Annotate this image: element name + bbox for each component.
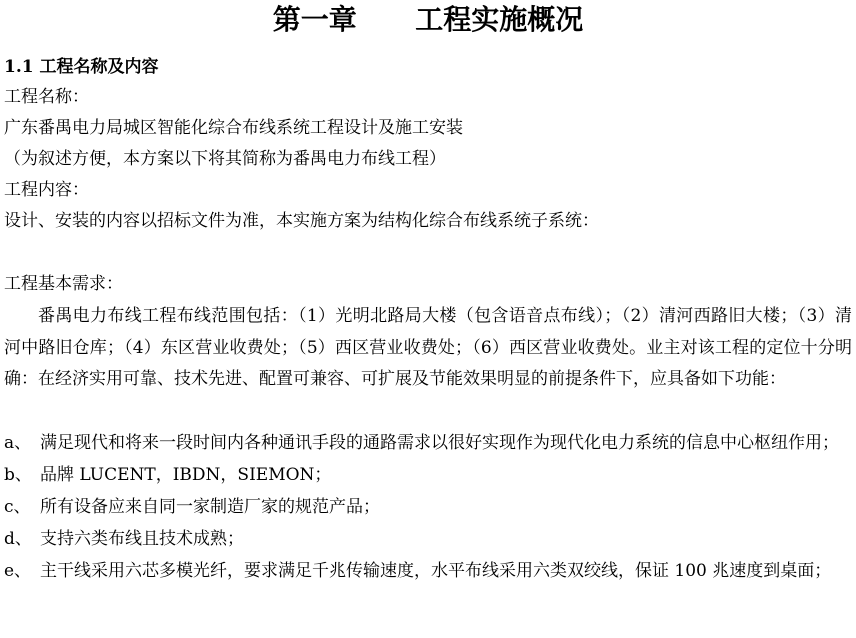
chapter-title: 第一章 工程实施概况 — [272, 3, 584, 36]
project-name-value: 广东番禺电力局城区智能化综合布线系统工程设计及施工安装 — [4, 118, 463, 138]
project-name-label: 工程名称： — [4, 87, 89, 107]
requirement-marker: b、 — [4, 465, 32, 485]
requirement-text: 主干线采用六芯多模光纤，要求满足千兆传输速度，水平布线采用六类双绞线，保证 100 兆速度到桌面； — [40, 561, 832, 581]
requirement-text: 品牌 LUCENT，IBDN，SIEMON； — [40, 465, 332, 485]
requirement-text: 满足现代和将来一段时间内各种通讯手段的通路需求以很好实现作为现代化电力系统的信息中心枢纽作用； — [40, 433, 839, 453]
requirement-marker: e、 — [4, 561, 32, 581]
requirement-item-d — [4, 524, 852, 554]
requirements-paragraph: 番禺电力布线工程布线范围包括：（1）光明北路局大楼（包含语音点布线）；（2）清河西路旧大楼；（3）清河中路旧仓库；（4）东区营业收费处；（5）西区营业收费处；（6）西区营业收费处。业主对该工程的定位十分明确：在经济实用可靠、技术先进、配置可兼容、可扩展及节能效果明显的前提条件下，应具备如下功能： — [4, 306, 852, 389]
section-heading: 1.1 工程名称及内容 — [4, 57, 159, 77]
requirement-marker: d、 — [4, 529, 32, 549]
requirement-item-c — [4, 492, 852, 522]
requirement-text: 所有设备应来自同一家制造厂家的规范产品； — [40, 497, 380, 517]
project-name-note: （为叙述方便，本方案以下将其简称为番禺电力布线工程） — [4, 149, 446, 169]
requirement-item-a — [4, 428, 852, 458]
requirements-label: 工程基本需求： — [4, 274, 123, 294]
project-content-value: 设计、安装的内容以招标文件为准，本实施方案为结构化综合布线系统子系统： — [4, 211, 599, 231]
requirement-item-e — [4, 556, 852, 586]
project-content-label: 工程内容： — [4, 180, 89, 200]
requirement-marker: c、 — [4, 497, 31, 517]
requirement-text: 支持六类布线且技术成熟； — [40, 529, 244, 549]
requirement-marker: a、 — [4, 433, 32, 453]
requirement-item-b — [4, 460, 852, 490]
requirements-list — [4, 428, 852, 588]
